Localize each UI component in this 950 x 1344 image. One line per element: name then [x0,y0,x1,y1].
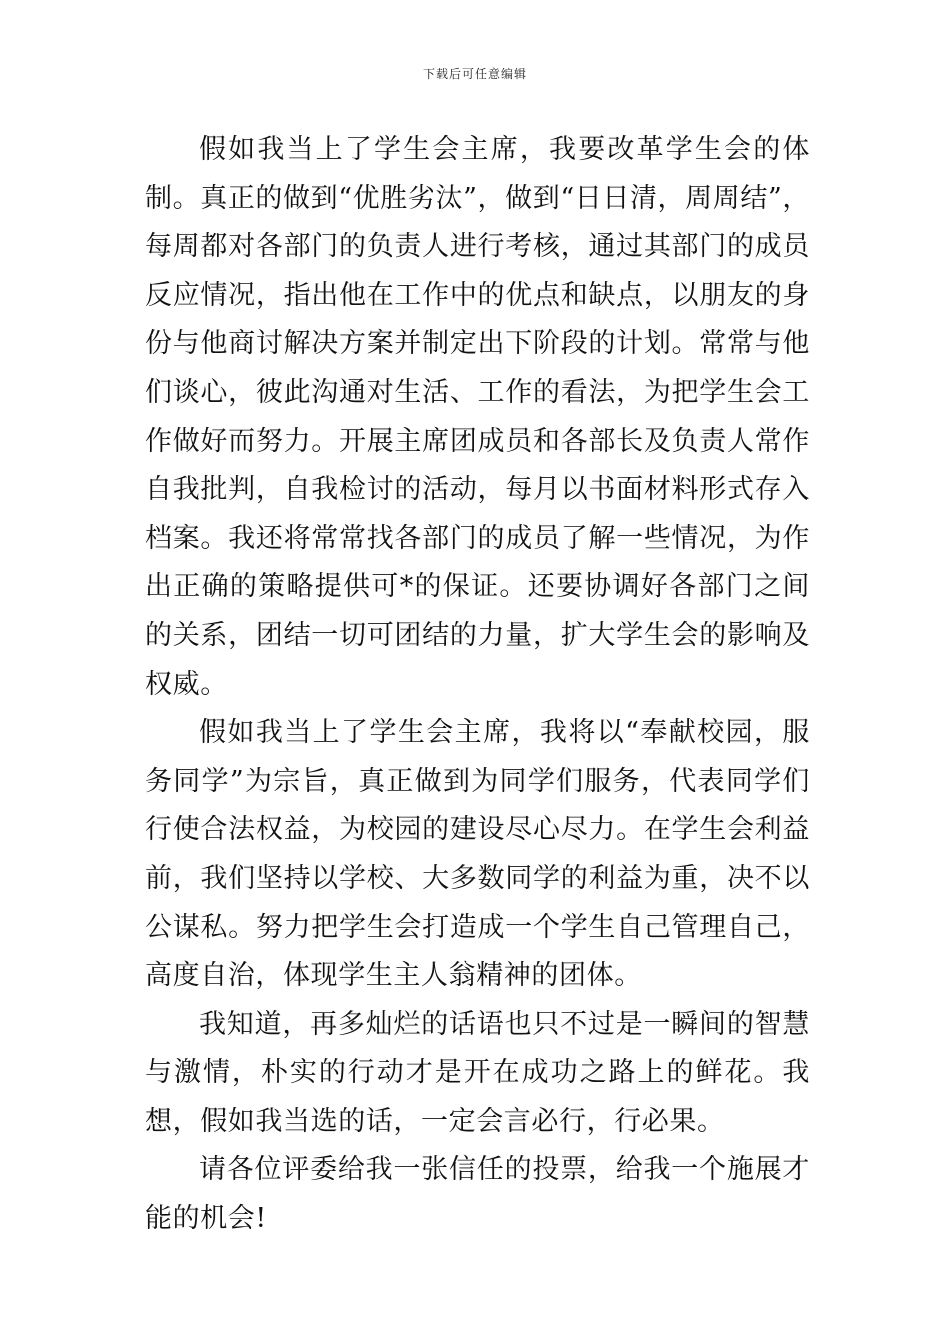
page-header: 下载后可任意编辑 [422,67,527,81]
paragraph-2: 假如我当上了学生会主席，我将以“奉献校园，服务同学”为宗旨，真正做到为同学们服务，代表同学们行使合法权益，为校园的建设尽心尽力。在学生会利益前，我们坚持以学校、大多数同学的利益为重，决不以公谋私。努力把学生会打造成一个学生自己管理自己，高度自治，体现学生主人翁精神的团体。 [145,717,810,992]
paragraph-4: 请各位评委给我一张信任的投票，给我一个施展才能的机会! [145,1154,810,1235]
document-body [145,126,810,1244]
paragraph-1: 假如我当上了学生会主席，我要改革学生会的体制。真正的做到“优胜劣汰”，做到“日日清，周周结”，每周都对各部门的负责人进行考核，通过其部门的成员反应情况，指出他在工作中的优点和缺点，以朋友的身份与他商讨解决方案并制定出下阶段的计划。常常与他们谈心，彼此沟通对生活、工作的看法，为把学生会工作做好而努力。开展主席团成员和各部长及负责人常作自我批判，自我检讨的活动，每月以书面材料形式存入档案。我还将常常找各部门的成员了解一些情况，为作出正确的策略提供可*的保证。还要协调好各部门之间的关系，团结一切可团结的力量，扩大学生会的影响及权威。 [145,134,810,700]
paragraph-3: 我知道，再多灿烂的话语也只不过是一瞬间的智慧与激情，朴实的行动才是开在成功之路上的鲜花。我想，假如我当选的话，一定会言必行，行必果。 [145,1008,810,1137]
